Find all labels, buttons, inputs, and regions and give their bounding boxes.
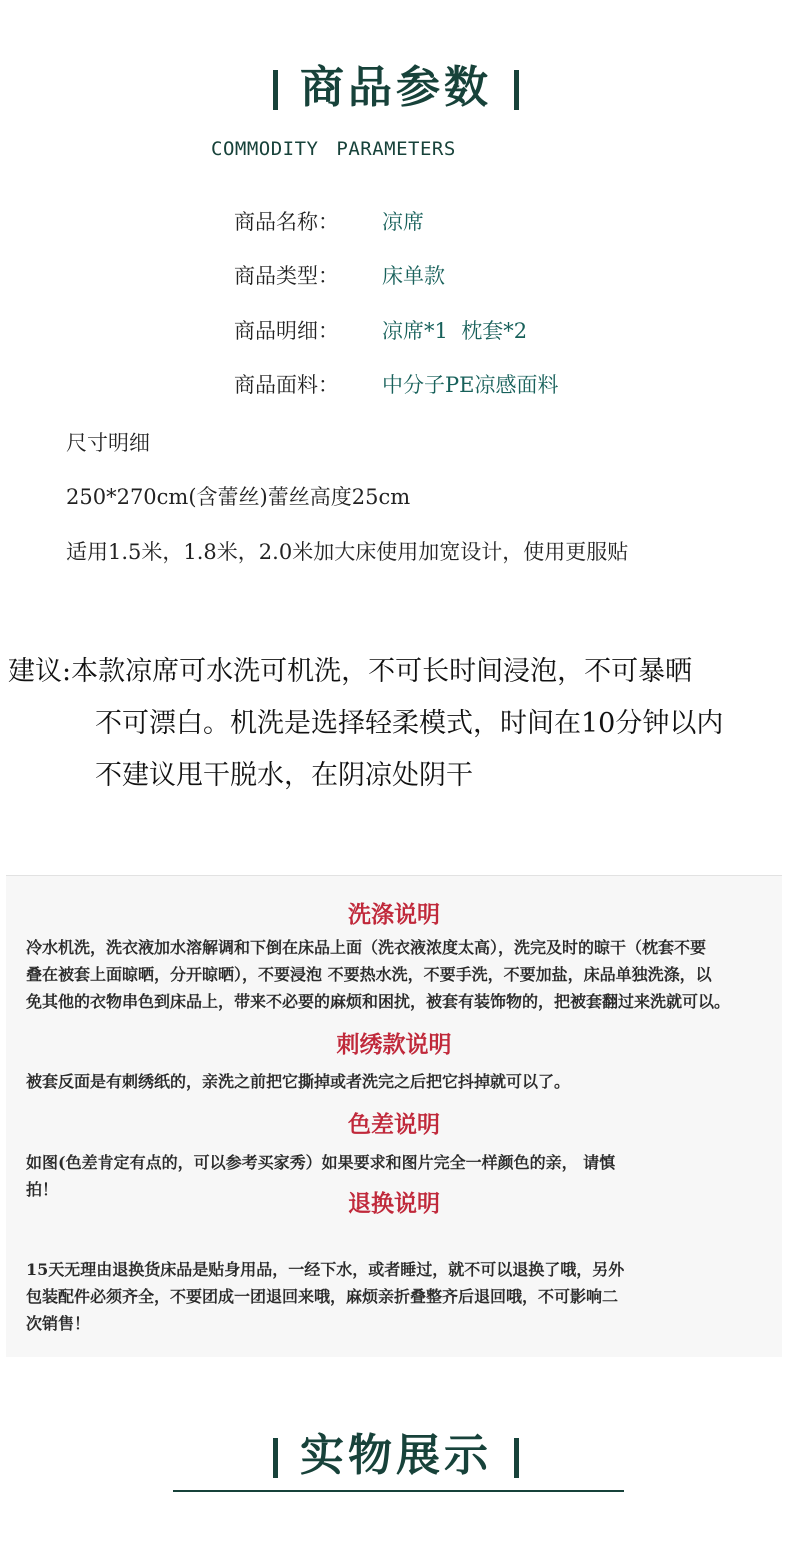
title-bar-left <box>273 70 278 110</box>
param-value: 凉席 <box>382 210 424 234</box>
text-line: 拍！ <box>26 1180 59 1199</box>
param-row-name <box>234 207 424 237</box>
param-label: 商品名称： <box>234 210 339 234</box>
size-title: 尺寸明细 <box>66 431 150 455</box>
size-detail: 250*270cm(含蕾丝)蕾丝高度25cm <box>66 485 411 509</box>
params-title-text: 商品参数 <box>300 62 492 113</box>
title-bar-right <box>514 1438 519 1478</box>
advice-line: 不可漂白。机洗是选择轻柔模式，时间在10分钟以内 <box>95 708 724 739</box>
washing-text <box>26 934 776 1015</box>
title-bar-left <box>273 1438 278 1478</box>
param-row-fabric <box>234 370 558 400</box>
embroidery-title: 刺绣款说明 <box>336 1032 452 1058</box>
param-label: 商品面料： <box>234 373 339 397</box>
instructions-panel <box>6 875 782 1357</box>
section-divider <box>173 1490 624 1492</box>
display-title-text: 实物展示 <box>300 1430 492 1481</box>
display-section-title <box>0 1428 792 1484</box>
title-bar-right <box>514 70 519 110</box>
text-line: 冷水机洗，洗衣液加水溶解调和下倒在床品上面（洗衣液浓度太高），洗完及时的晾干（枕套不要 <box>26 938 707 957</box>
text-line: 次销售！ <box>26 1314 91 1333</box>
text-line: 免其他的衣物串色到床品上，带来不必要的麻烦和困扰，被套有装饰物的，把被套翻过来洗就可以。 <box>26 992 731 1011</box>
param-label: 商品明细： <box>234 319 339 343</box>
param-row-detail <box>234 316 527 346</box>
text-line: 15天无理由退换货床品是贴身用品，一经下水，或者睡过，就不可以退换了哦，另外 <box>26 1260 625 1279</box>
param-value: 床单款 <box>382 264 445 288</box>
param-value: 中分子PE凉感面料 <box>382 373 559 397</box>
washing-title: 洗涤说明 <box>348 902 440 928</box>
advice-line: 不建议甩干脱水，在阴凉处阴干 <box>95 760 473 791</box>
params-subtitle: COMMODITY PARAMETERS <box>211 138 456 160</box>
care-advice <box>8 646 788 802</box>
embroidery-text <box>26 1068 776 1095</box>
params-section-title <box>0 60 792 116</box>
param-label: 商品类型： <box>234 264 339 288</box>
fit-note: 适用1.5米，1.8米，2.0米加大床使用加宽设计，使用更服贴 <box>66 540 629 564</box>
text-line: 如图(色差肯定有点的，可以参考买家秀）如果要求和图片完全一样颜色的亲， 请慎 <box>26 1153 616 1172</box>
text-line: 叠在被套上面晾晒，分开晾晒），不要浸泡 不要热水洗，不要手洗，不要加盐，床品单独洗涤，以 <box>26 965 712 984</box>
color-diff-title: 色差说明 <box>348 1112 440 1138</box>
advice-line: 建议:本款凉席可水洗可机洗，不可长时间浸泡，不可暴晒 <box>8 656 693 687</box>
returns-text <box>26 1256 776 1337</box>
text-line: 被套反面是有刺绣纸的，亲洗之前把它撕掉或者洗完之后把它抖掉就可以了。 <box>26 1072 571 1091</box>
param-value: 凉席*1 枕套*2 <box>382 319 528 343</box>
param-row-type <box>234 261 445 291</box>
returns-title: 退换说明 <box>348 1191 440 1217</box>
text-line: 包装配件必须齐全，不要团成一团退回来哦，麻烦亲折叠整齐后退回哦，不可影响二 <box>26 1287 619 1306</box>
